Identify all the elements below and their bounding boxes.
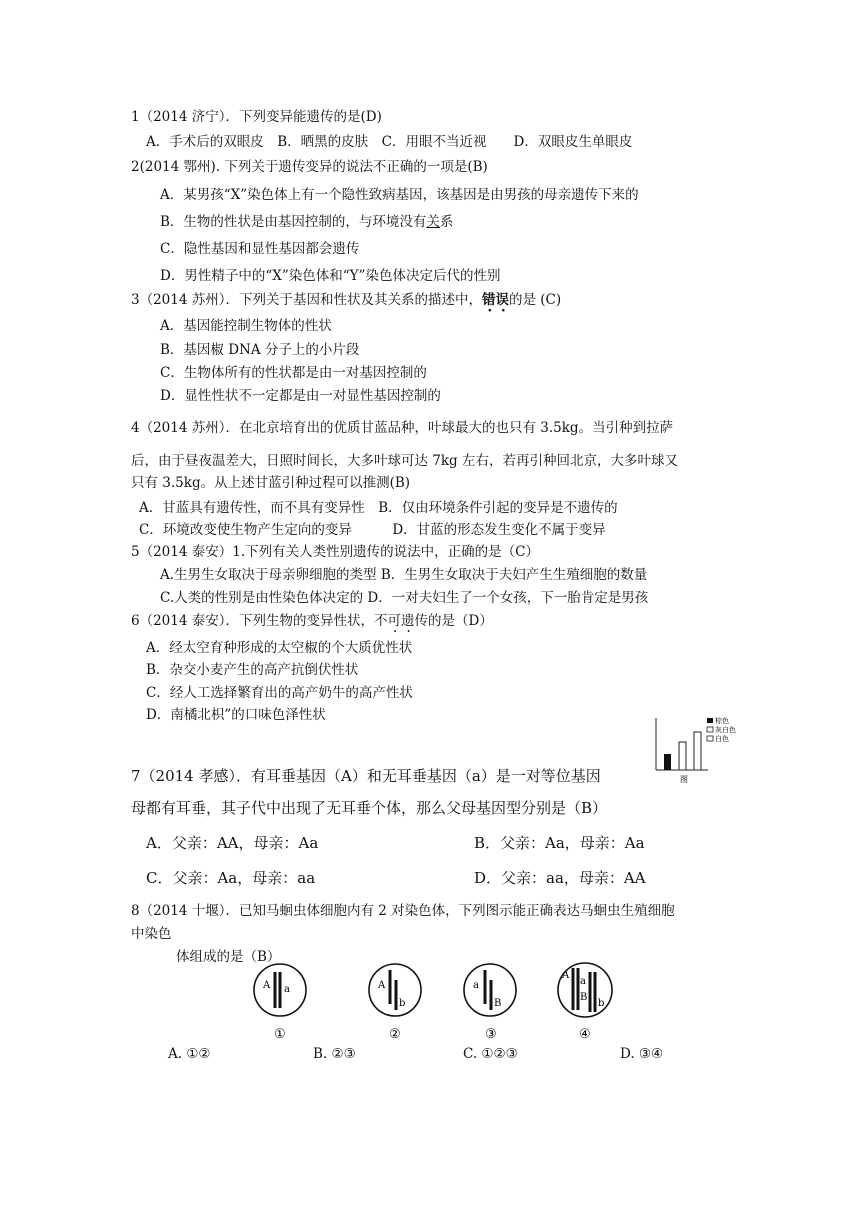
q4-line1: 4（2014 苏州）．在北京培育出的优质甘蓝品种，叶球最大的也只有 3.5kg。当引种到拉萨 <box>131 420 674 436</box>
cell-diagrams <box>240 960 700 1046</box>
legend-label-greywhite: 灰白色 <box>715 726 736 734</box>
cell-3-label-left: a <box>473 980 479 991</box>
cell-4 <box>558 963 612 1042</box>
q3-stem: 3（2014 苏州）．下列关于基因和性状及其关系的描述中，错误的是 (C) <box>131 292 562 308</box>
q5-options-ab: A.生男生女取决于母亲卵细胞的类型 B．生男生女取决于夫妇产生生殖细胞的数量 <box>160 567 648 583</box>
q8-option-c: C. ①②③ <box>463 1046 518 1062</box>
q6-option-d: D．南橘北枳”的口味色泽性状 <box>146 707 326 723</box>
q7-option-b: B．父亲：Aa，母亲：Aa <box>474 834 645 852</box>
q2-option-a: A．某男孩“X”染色体上有一个隐性致病基因，该基因是由男孩的母亲遗传下来的 <box>160 187 639 203</box>
q4-options-cd: C．环境改变使生物产生定向的变异 D．甘蓝的形态发生变化不属于变异 <box>139 522 606 538</box>
q6-option-a: A．经太空育种形成的太空椒的个大质优性状 <box>146 640 413 656</box>
q8-option-d: D. ③④ <box>620 1046 664 1062</box>
q7-line1: 7（2014 孝感）．有耳垂基因（A）和无耳垂基因（a）是一对等位基因 <box>131 767 601 785</box>
figure-bar-brown <box>664 754 671 770</box>
q6-stem: 6（2014 泰安）．下列生物的变异性状，不可遗传的是（D） <box>131 613 493 629</box>
cell-4-label-2: a <box>580 976 586 987</box>
figure-bar-white <box>694 732 701 770</box>
q2-option-b: B．生物的性状是由基因控制的，与环境没有关系 <box>160 214 454 230</box>
figure-caption: 图 <box>680 775 688 784</box>
q3-option-d: D．显性性状不一定都是由一对显性基因控制的 <box>160 388 441 404</box>
q7-line2: 母都有耳垂，其子代中出现了无耳垂个体，那么父母基因型分别是（B） <box>131 799 608 817</box>
q7-option-a: A．父亲：AA，母亲：Aa <box>146 834 319 852</box>
q4-line2: 后，由于昼夜温差大，日照时间长，大多叶球可达 7kg 左右，若再引种回北京，大多叶球又 <box>131 453 678 469</box>
q5-stem: 5（2014 泰安）1.下列有关人类性别遗传的说法中，正确的是（C） <box>131 544 539 560</box>
cell-2-label-right: b <box>399 998 406 1009</box>
q2-option-d: D．男性精子中的“X”染色体和“Y”染色体决定后代的性别 <box>160 268 501 284</box>
legend-label-brown: 棕色 <box>715 717 729 725</box>
cell-2-number: ② <box>389 1027 401 1042</box>
q7-option-c: C．父亲：Aa，母亲：aa <box>146 869 316 887</box>
figure-bar-greywhite <box>679 742 686 770</box>
q1-stem: 1（2014 济宁）．下列变异能遗传的是(D) <box>131 109 382 125</box>
cell-2-label-left: A <box>378 980 386 991</box>
cell-1 <box>254 964 306 1042</box>
q2-stem: 2(2014 鄂州). 下列关于遗传变异的说法不正确的一项是(B) <box>131 159 488 175</box>
cell-1-number: ① <box>274 1027 286 1042</box>
q3-option-c: C．生物体所有的性状都是由一对基因控制的 <box>160 365 427 381</box>
q4-line3: 只有 3.5kg。从上述甘蓝引种过程可以推测(B) <box>131 475 411 491</box>
q3-option-a: A．基因能控制生物体的性状 <box>160 318 332 334</box>
cell-4-label-1: A <box>562 970 570 981</box>
cell-3-label-right: B <box>494 998 502 1009</box>
q6-option-c: C．经人工选择繁育出的高产奶牛的高产性状 <box>146 685 413 701</box>
q8-line2: 中染色 <box>131 926 172 942</box>
cell-1-label-right: a <box>284 984 290 995</box>
legend-label-white: 白色 <box>715 735 729 743</box>
legend-swatch-greywhite <box>707 727 713 732</box>
cell-1-label-left: A <box>263 980 271 991</box>
q8-option-a: A. ①② <box>168 1046 211 1062</box>
cell-4-number: ④ <box>579 1027 591 1042</box>
q3-option-b: B．基因椒 DNA 分子上的小片段 <box>160 342 360 358</box>
q7-option-d: D．父亲：aa，母亲：AA <box>474 869 646 887</box>
cell-3 <box>464 964 516 1042</box>
legend-swatch-white <box>707 736 713 741</box>
cell-4-label-3: B <box>580 992 588 1003</box>
q4-options-ab: A．甘蓝具有遗传性，而不具有变异性 B．仅由环境条件引起的变异是不遗传的 <box>139 500 618 516</box>
q6-option-b: B．杂交小麦产生的高产抗倒伏性状 <box>146 662 359 678</box>
q2-option-c: C．隐性基因和显性基因都会遗传 <box>160 241 360 257</box>
q8-option-b: B. ②③ <box>313 1046 356 1062</box>
q1-options: A．手术后的双眼皮 B．晒黑的皮肤 C．用眼不当近视 D．双眼皮生单眼皮 <box>146 134 633 150</box>
legend-swatch-brown <box>707 718 713 723</box>
cell-2 <box>369 964 421 1042</box>
q8-line3: 体组成的是（B） <box>176 949 281 965</box>
cell-3-number: ③ <box>485 1027 497 1042</box>
cell-4-label-4: b <box>598 998 605 1009</box>
small-bar-figure <box>650 712 736 784</box>
q5-options-cd: C.人类的性别是由性染色体决定的 D．一对夫妇生了一个女孩，下一胎肯定是男孩 <box>160 590 649 606</box>
q8-line1: 8（2014 十堰）．已知马蛔虫体细胞内有 2 对染色体，下列图示能正确表达马蛔虫生殖细胞 <box>131 903 675 919</box>
